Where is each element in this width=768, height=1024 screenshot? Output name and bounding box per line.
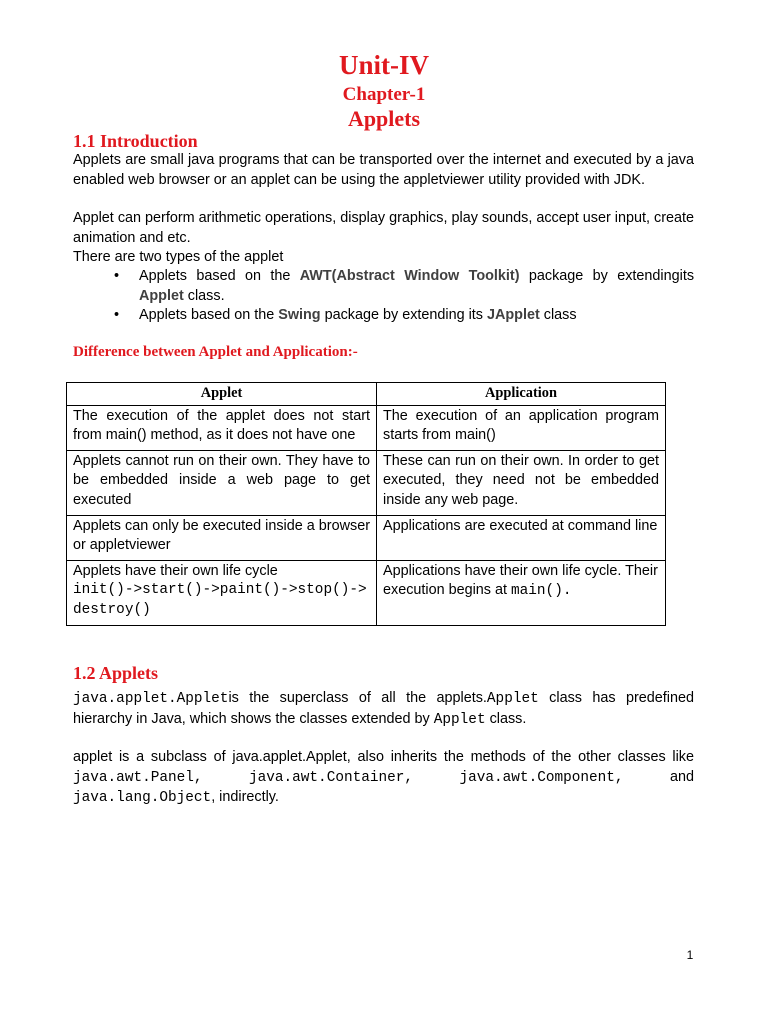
paragraph-text: , indirectly. bbox=[211, 789, 279, 806]
bullet-icon: • bbox=[114, 307, 120, 324]
paragraph-text: class. bbox=[489, 710, 527, 727]
table-cell: Applications are executed at command line bbox=[377, 515, 666, 560]
topic-title: Applets bbox=[347, 106, 421, 131]
table-header-row bbox=[67, 383, 666, 406]
paragraph-text: and bbox=[670, 768, 695, 785]
comparison-table bbox=[66, 382, 666, 626]
applet-keyword: Applet bbox=[139, 287, 184, 304]
lifecycle-code: init()->start()->paint()->stop()->destroy() bbox=[73, 582, 367, 618]
inline-code: java.lang.Object bbox=[73, 790, 212, 807]
table-row bbox=[67, 515, 666, 560]
column-header-applet: Applet bbox=[67, 383, 377, 406]
section-heading-introduction: 1.1 Introduction bbox=[73, 131, 198, 151]
applet-types-list bbox=[110, 267, 694, 326]
section-heading-applets: 1.2 Applets bbox=[73, 663, 159, 683]
main-code: main(). bbox=[511, 583, 572, 600]
japplet-keyword: JApplet bbox=[487, 307, 540, 324]
list-item bbox=[110, 306, 694, 326]
list-item-line bbox=[139, 267, 694, 287]
applets-paragraph-1 bbox=[73, 689, 694, 730]
list-item-text: Applets based on the bbox=[139, 268, 291, 284]
table-cell: Applets cannot run on their own. They have to be embedded inside a web page to get executed bbox=[67, 450, 377, 515]
page-number: 1 bbox=[686, 948, 694, 962]
list-item-text: package by extending its bbox=[324, 307, 483, 324]
list-item-text: class. bbox=[187, 287, 225, 304]
list-item-text: Applets based on the bbox=[139, 307, 275, 324]
unit-title: Unit-IV bbox=[338, 50, 429, 80]
list-item-line bbox=[139, 287, 694, 307]
chapter-title: Chapter-1 bbox=[342, 84, 426, 105]
paragraph-text: class has predefined hierarchy in Java, which shows the classes extended by bbox=[73, 690, 694, 727]
lifecycle-text: Applications have their own life cycle. Their execution begins at bbox=[383, 562, 658, 599]
column-header-application: Application bbox=[377, 383, 666, 406]
lifecycle-text: Applets have their own life cycle bbox=[73, 562, 278, 579]
list-item-text: package by extendingits bbox=[528, 268, 695, 284]
table-cell bbox=[377, 560, 666, 625]
paragraph-text: applet is a subclass of java.applet.Applet, also inherits the methods of the other classes like bbox=[73, 749, 694, 765]
applets-paragraph-2 bbox=[73, 748, 694, 809]
table-cell: The execution of the applet does not start from main() method, as it does not have one bbox=[67, 405, 377, 450]
paragraph-text: is the superclass of all the applets. bbox=[228, 690, 487, 706]
table-cell: Applets can only be executed inside a browser or appletviewer bbox=[67, 515, 377, 560]
inline-code: java.awt.Container, bbox=[248, 769, 414, 786]
inline-code: java.awt.Panel, bbox=[73, 769, 203, 786]
difference-heading: Difference between Applet and Application:- bbox=[73, 344, 358, 360]
intro-paragraph-2: Applet can perform arithmetic operations, display graphics, play sounds, accept user input, create animation and etc. bbox=[73, 210, 694, 246]
bullet-icon: • bbox=[114, 268, 120, 284]
table-cell: These can run on their own. In order to get executed, they need not be embedded inside any web page. bbox=[377, 450, 666, 515]
swing-keyword: Swing bbox=[278, 307, 321, 324]
awt-keyword: AWT(Abstract Window Toolkit) bbox=[299, 268, 520, 284]
intro-paragraph-1: Applets are small java programs that can be transported over the internet and executed by a java enabled web browser or an applet can be using the appletviewer utility provided with JDK. bbox=[73, 152, 694, 188]
table-cell: The execution of an application program starts from main() bbox=[377, 405, 666, 450]
inline-code: Applet bbox=[486, 691, 539, 707]
table-row bbox=[67, 560, 666, 625]
table-cell bbox=[67, 560, 377, 625]
intro-paragraph-3: There are two types of the applet bbox=[73, 249, 284, 265]
inline-code: Applet bbox=[433, 711, 486, 728]
table-row bbox=[67, 405, 666, 450]
inline-code: java.applet.Applet bbox=[73, 691, 229, 707]
table-row bbox=[67, 450, 666, 515]
list-item-text: class bbox=[543, 307, 577, 324]
list-item bbox=[110, 267, 694, 306]
inline-code: java.awt.Component, bbox=[459, 769, 624, 786]
